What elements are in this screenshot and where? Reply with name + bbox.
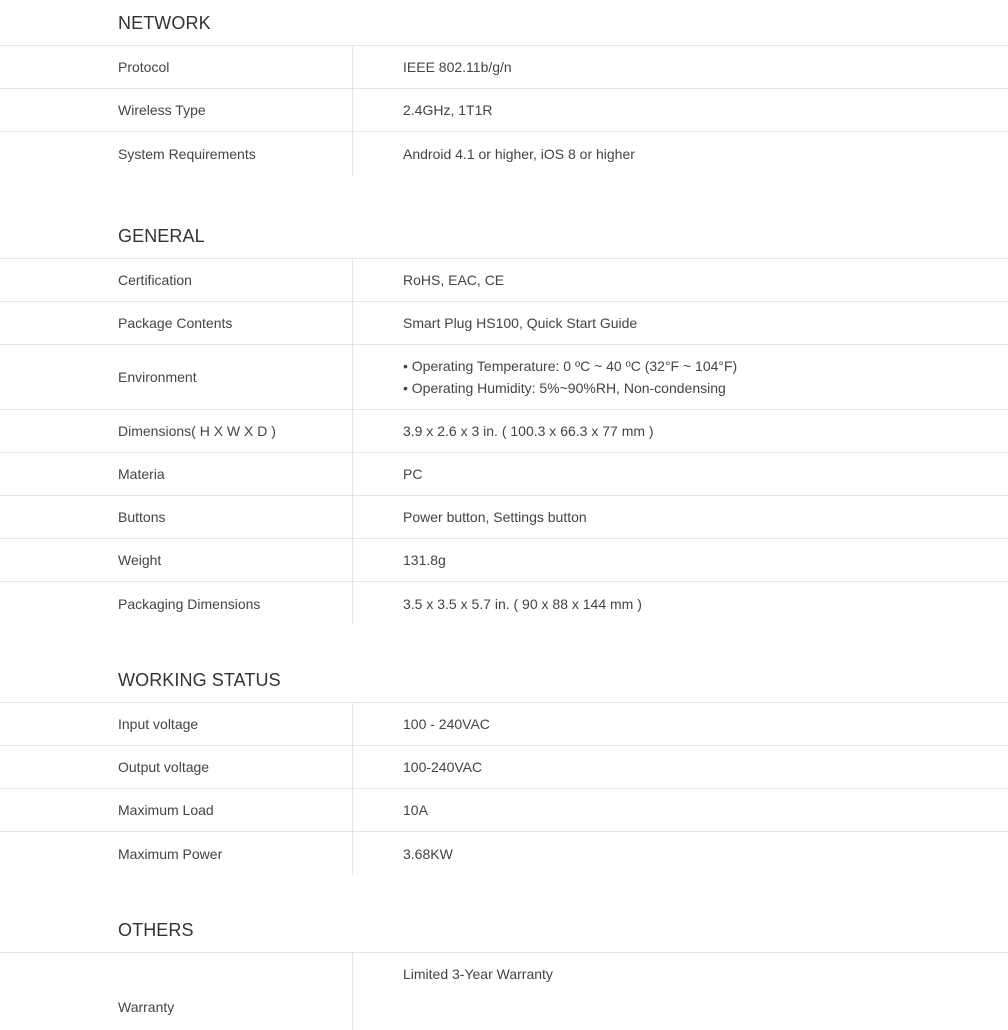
spec-value — [353, 789, 1008, 831]
spec-value — [353, 496, 1008, 538]
spec-row-protocol — [0, 46, 1008, 89]
spec-value — [353, 746, 1008, 788]
spec-value-line: • Operating Humidity: 5%~90%RH, Non-condensing — [403, 380, 726, 396]
spec-label: Input voltage — [0, 703, 353, 745]
spec-value-line: 3.5 x 3.5 x 5.7 in. ( 90 x 88 x 144 mm ) — [403, 595, 642, 612]
spec-row-wireless-type — [0, 89, 1008, 132]
spec-value-line: 10A — [403, 802, 428, 818]
spec-row-weight — [0, 539, 1008, 582]
spec-value-line: Power button, Settings button — [403, 509, 587, 525]
spec-value-line: 3.68KW — [403, 845, 453, 862]
spec-row-system-requirements — [0, 132, 1008, 175]
spec-row-output-voltage — [0, 746, 1008, 789]
spec-section-general — [0, 213, 1008, 625]
spec-row-warranty — [0, 953, 1008, 1030]
spec-row-maximum-load — [0, 789, 1008, 832]
spec-section-network — [0, 0, 1008, 175]
spec-label: Package Contents — [0, 302, 353, 344]
spec-value — [353, 259, 1008, 301]
spec-value — [353, 345, 1008, 409]
spec-value-line: Limited 3-Year Warranty — [403, 966, 553, 982]
spec-value — [353, 89, 1008, 131]
spec-value-line: Smart Plug HS100, Quick Start Guide — [403, 315, 638, 331]
spec-label: System Requirements — [0, 132, 353, 175]
spec-value — [353, 539, 1008, 581]
spec-label: Dimensions( H X W X D ) — [0, 410, 353, 452]
spec-row-environment — [0, 345, 1008, 410]
spec-value-line: Android 4.1 or higher, iOS 8 or higher — [403, 145, 635, 162]
spec-label: Maximum Load — [0, 789, 353, 831]
spec-value — [353, 453, 1008, 495]
spec-value-line: PC — [403, 466, 423, 482]
spec-value — [353, 832, 1008, 875]
spec-value-line: 100-240VAC — [403, 759, 483, 775]
section-title: GENERAL — [0, 213, 1008, 259]
spec-value — [353, 132, 1008, 175]
spec-value-line: • Operating Temperature: 0 ºC ~ 40 ºC (32°F ~ 104°F) — [403, 358, 738, 374]
section-title: OTHERS — [0, 907, 1008, 953]
spec-label: Warranty — [0, 953, 353, 1030]
spec-value-line: 100 - 240VAC — [403, 716, 490, 732]
spec-label: Output voltage — [0, 746, 353, 788]
spec-value — [353, 410, 1008, 452]
spec-value — [353, 582, 1008, 625]
spec-value — [353, 46, 1008, 88]
spec-row-input-voltage — [0, 703, 1008, 746]
spec-value — [353, 953, 1008, 1030]
spec-label: Environment — [0, 345, 353, 409]
spec-section-working-status — [0, 657, 1008, 875]
spec-row-maximum-power — [0, 832, 1008, 875]
spec-label: Maximum Power — [0, 832, 353, 875]
spec-value-line: IEEE 802.11b/g/n — [403, 59, 512, 75]
section-title: WORKING STATUS — [0, 657, 1008, 703]
spec-row-package-contents — [0, 302, 1008, 345]
spec-section-others — [0, 907, 1008, 1030]
spec-row-packaging-dimensions — [0, 582, 1008, 625]
spec-value-line: 3.9 x 2.6 x 3 in. ( 100.3 x 66.3 x 77 mm ) — [403, 423, 654, 439]
spec-label: Certification — [0, 259, 353, 301]
spec-value-line: 2.4GHz, 1T1R — [403, 102, 493, 118]
spec-label: Buttons — [0, 496, 353, 538]
spec-row-dimensions — [0, 410, 1008, 453]
spec-value-line: RoHS, EAC, CE — [403, 272, 505, 288]
spec-row-material — [0, 453, 1008, 496]
spec-label: Materia — [0, 453, 353, 495]
spec-label: Weight — [0, 539, 353, 581]
spec-row-certification — [0, 259, 1008, 302]
section-title: NETWORK — [0, 0, 1008, 46]
spec-value — [353, 703, 1008, 745]
spec-row-buttons — [0, 496, 1008, 539]
spec-label: Protocol — [0, 46, 353, 88]
spec-value-line: 131.8g — [403, 552, 446, 568]
spec-value — [353, 302, 1008, 344]
spec-label: Packaging Dimensions — [0, 582, 353, 625]
spec-label: Wireless Type — [0, 89, 353, 131]
